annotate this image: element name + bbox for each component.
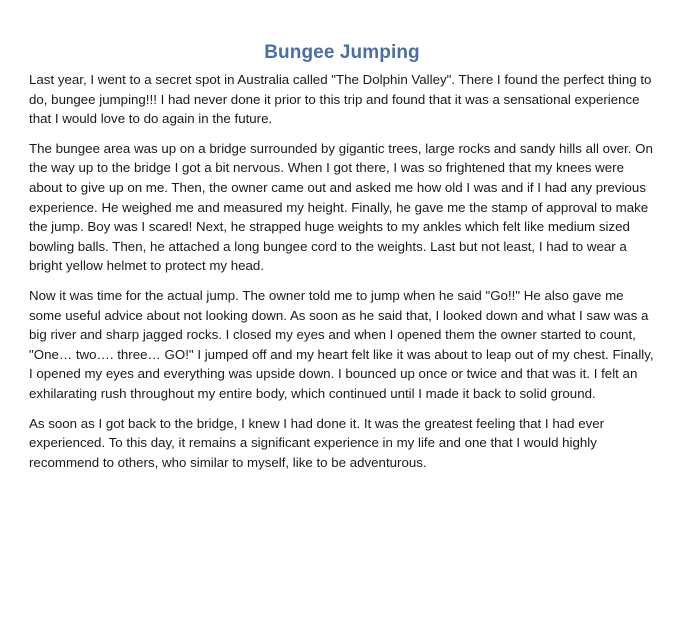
paragraph-2: The bungee area was up on a bridge surrounded by gigantic trees, large rocks and sandy hills all over. On the way up to the bridge I got a bit nervous. When I got there, I was so frightened that my knees were about to give up on me. Then, the owner came out and asked me how old I was and if I had any previous experience. He weighed me and measured my height. Finally, he gave me the stamp of approval to make the jump. Boy was I scared! Next, he strapped huge weights to my ankles which felt like medium sized bowling balls. Then, he attached a long bungee cord to the weights. Last but not least, I had to wear a bright yellow helmet to protect my head. — [29, 140, 653, 274]
document-title: Bungee Jumping — [264, 42, 420, 63]
paragraph-1: Last year, I went to a secret spot in Australia called "The Dolphin Valley". There I found the perfect thing to do, bungee jumping!!! I had never done it prior to this trip and found that it was a sensational experience that I would love to do again in the future. — [29, 72, 652, 127]
document-page — [29, 40, 655, 482]
paragraph-3: Now it was time for the actual jump. The owner told me to jump when he said "Go!!" He also gave me some useful advice about not looking down. As soon as he said that, I looked down and what I saw was a big river and sharp jagged rocks. I closed my eyes and when I opened them the owner started to count, "One… two…. three… GO!" I jumped off and my heart felt like it was about to leap out of my chest. Finally, I opened my eyes and everything was upside down. I bounced up once or twice and that was it. I felt an exhilarating rush throughout my entire body, which continued until I made it back to solid ground. — [29, 287, 654, 401]
paragraph-4: As soon as I got back to the bridge, I knew I had done it. It was the greatest feeling that I had ever experienced. To this day, it remains a significant experience in my life and one that I would highly recommend to others, who similar to myself, like to be adventurous. — [29, 415, 605, 470]
